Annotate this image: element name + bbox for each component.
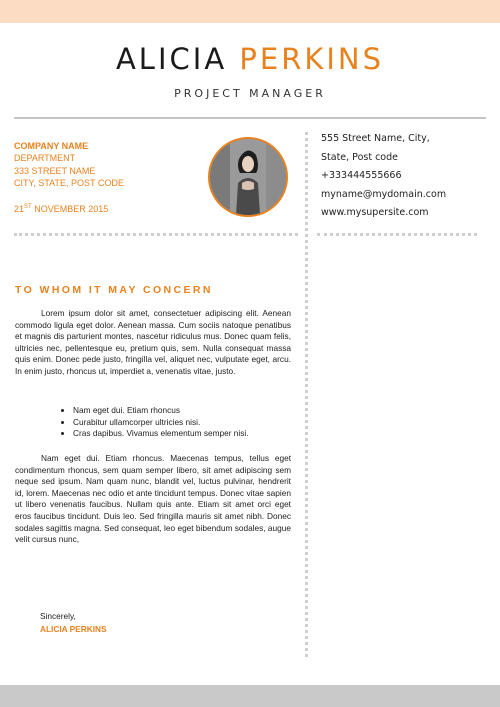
contact-email: myname@mydomain.com: [321, 188, 447, 200]
date-suffix: ST: [24, 204, 32, 210]
letter-paragraph-1: Lorem ipsum dolor sit amet, consectetuer adipiscing elit. Aenean commodo ligula eget dolor. Aenean massa. Cum sociis natoque penatibus et magnis dis parturient montes, nascetur ridiculus mus. Donec quam felis, ultricies nec, pellentesque eu, pretium quis, sem. Nulla consequat massa quis enim. Donec pede justo, fringilla vel, aliquet nec, vulputate eget, arcu. In enim justo, rhoncus ut, imperdiet a, venenatis vitae, justo.: [15, 308, 291, 376]
portrait-image: [210, 139, 286, 215]
city-state-postcode: CITY, STATE, POST CODE: [14, 177, 124, 188]
first-name: ALICIA: [115, 42, 228, 76]
bullet-item: • Curabitur ullamcorper ultricies nisi.: [73, 417, 249, 429]
dotted-divider-left: [14, 233, 298, 236]
letter-paragraph-2: Nam eget dui. Etiam rhoncus. Maecenas tempus, tellus eget condimentum rhoncus, sem quam semper libero, sit amet adipiscing sem neque sed ipsum. Nam quam nunc, blandit vel, luctus pulvinar, hendrerit id, lorem. Maecenas nec odio et ante tincidunt tempus. Donec vitae sapien ut libero venenatis faucibus. Nullam quis ante. Etiam sit amet orci eget eros faucibus tincidunt. Duis leo. Sed fringilla mauris sit amet nibh. Donec sodales sagittis magna. Sed consequat, leo eget bibendum sodales, augue velit cursus nunc,: [15, 453, 291, 545]
applicant-name: [0, 42, 500, 76]
contact-address-line1: 555 Street Name, City,: [321, 133, 430, 144]
last-name: PERKINS: [239, 42, 385, 76]
bullet-list: [58, 405, 249, 440]
bullet-item: • Nam eget dui. Etiam rhoncus: [73, 405, 249, 417]
contact-details: [321, 130, 446, 223]
letter-date: [14, 204, 108, 214]
job-title: PROJECT MANAGER: [174, 87, 326, 100]
letter-greeting: TO WHOM IT MAY CONCERN: [15, 284, 213, 296]
dotted-divider-right: [317, 233, 477, 236]
contact-address-line2: State, Post code: [321, 151, 398, 163]
contact-website: www.mysupersite.com: [321, 207, 429, 218]
sender-block: [14, 140, 124, 189]
letter-closing: Sincerely,: [40, 611, 76, 621]
company-name: COMPANY NAME: [14, 141, 89, 151]
department: DEPARTMENT: [14, 153, 76, 164]
date-rest: NOVEMBER 2015: [31, 204, 109, 214]
profile-photo: [208, 137, 288, 217]
contact-phone: +333444555666: [321, 170, 402, 181]
signer-name: ALICIA PERKINS: [40, 624, 107, 634]
top-color-band: [0, 0, 500, 23]
street-address: 333 STREET NAME: [14, 165, 96, 176]
header-divider: [14, 117, 486, 119]
bottom-color-band: [0, 685, 500, 707]
bullet-item: • Cras dapibus. Vivamus elementum semper nisi.: [73, 428, 249, 440]
date-day: 21: [14, 204, 25, 214]
dotted-column-separator: [305, 132, 308, 657]
